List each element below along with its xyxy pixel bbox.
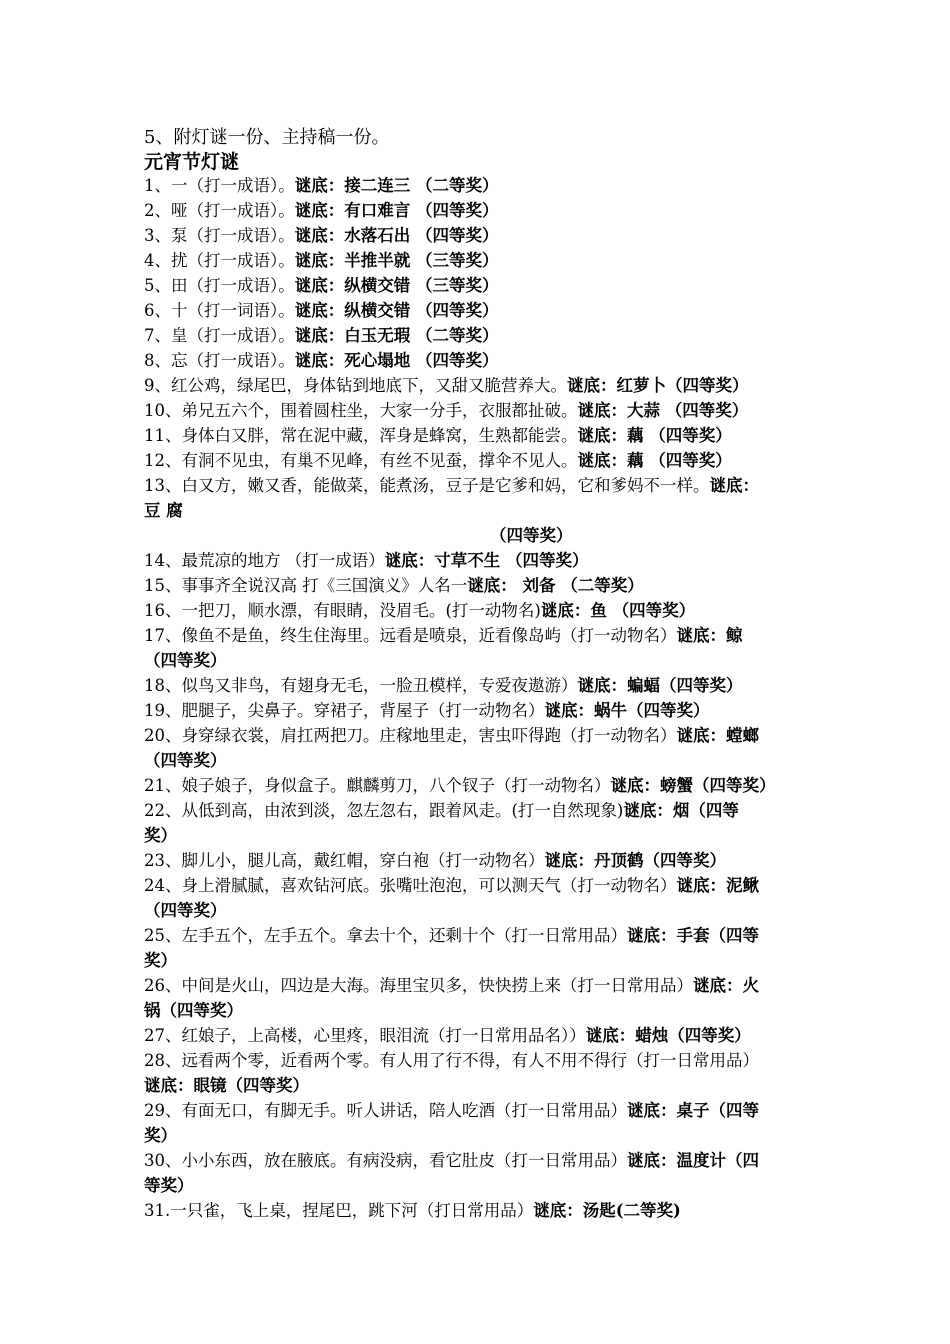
riddle-line: 9、红公鸡，绿尾巴，身体钻到地底下，又甜又脆营养大。谜底：红萝卜（四等奖） — [144, 376, 749, 395]
riddle-line: 16、一把刀，顺水漂，有眼睛，没眉毛。(打一动物名)谜底：鱼 （四等奖） — [144, 601, 696, 620]
riddle-line: 28、远看两个零，近看两个零。有人用了行不得，有人不用不得行（打一日常用品） — [144, 1051, 759, 1070]
riddle-line: 7、皇（打一成语）。谜底：白玉无瑕 （二等奖） — [144, 326, 499, 345]
riddle-line: 20、身穿绿衣裳，肩扛两把刀。庄稼地里走，害虫吓得跑（打一动物名）谜底：螳螂 — [144, 726, 759, 745]
riddle-line: 27、红娘子，上高楼，心里疼，眼泪流（打一日常用品名））谜底：蜡烛（四等奖） — [144, 1026, 751, 1045]
riddle-line: （四等奖） — [144, 751, 227, 770]
riddle-line: 豆 腐 — [144, 501, 183, 520]
riddle-line: 谜底：眼镜（四等奖） — [144, 1076, 309, 1095]
riddle-line: 奖） — [144, 826, 177, 845]
riddle-line: 17、像鱼不是鱼，终生住海里。远看是喷泉，近看像岛屿（打一动物名）谜底：鲸 — [144, 626, 743, 645]
riddle-line: 31.一只雀，飞上桌，捏尾巴，跳下河（打日常用品）谜底：汤匙(二等奖) — [144, 1201, 681, 1220]
riddle-line: 22、从低到高，由浓到淡，忽左忽右，跟着风走。(打一自然现象)谜底：烟（四等 — [144, 801, 739, 820]
riddle-line: 1、一（打一成语）。谜底：接二连三 （二等奖） — [144, 176, 499, 195]
riddle-line: 奖） — [144, 1126, 177, 1145]
riddle-line: 奖） — [144, 951, 177, 970]
riddle-line: （四等奖） — [490, 526, 573, 545]
riddle-line: 24、身上滑腻腻，喜欢钻河底。张嘴吐泡泡，可以测天气（打一动物名）谜底：泥鳅 — [144, 876, 759, 895]
riddle-line: 3、泵（打一成语）。谜底：水落石出 （四等奖） — [144, 226, 499, 245]
riddle-line: 12、有洞不见虫，有巢不见峰，有丝不见蚕，撑伞不见人。谜底：藕 （四等奖） — [144, 451, 732, 470]
riddle-line: 29、有面无口，有脚无手。听人讲话，陪人吃酒（打一日常用品）谜底：桌子（四等 — [144, 1101, 759, 1120]
riddle-line: 23、脚儿小，腿儿高，戴红帽，穿白袍（打一动物名）谜底：丹顶鹤（四等奖） — [144, 851, 726, 870]
riddle-line: 18、似鸟又非鸟，有翅身无毛，一脸丑模样，专爱夜遨游）谜底：蝙蝠（四等奖） — [144, 676, 743, 695]
riddle-line: 6、十（打一词语）。谜底：纵横交错 （四等奖） — [144, 301, 499, 320]
riddle-line: 10、弟兄五六个，围着圆柱坐，大家一分手，衣服都扯破。谜底：大蒜 （四等奖） — [144, 401, 749, 420]
riddle-line: 30、小小东西，放在腋底。有病没病，看它肚皮（打一日常用品）谜底：温度计（四 — [144, 1151, 759, 1170]
riddle-line: （四等奖） — [144, 651, 227, 670]
intro-text: 5、附灯谜一份、主持稿一份。 — [144, 127, 390, 148]
riddle-line: 2、哑（打一成语）。谜底：有口难言 （四等奖） — [144, 201, 499, 220]
riddle-line: 19、肥腿子，尖鼻子。穿裙子，背屋子（打一动物名）谜底：蜗牛（四等奖） — [144, 701, 710, 720]
riddle-line: （四等奖） — [144, 901, 227, 920]
riddle-line: 25、左手五个，左手五个。拿去十个，还剩十个（打一日常用品）谜底：手套（四等 — [144, 926, 759, 945]
riddle-line: 14、最荒凉的地方 （打一成语）谜底：寸草不生 （四等奖） — [144, 551, 589, 570]
riddle-line: 21、娘子娘子，身似盒子。麒麟剪刀，八个钗子（打一动物名）谜底：螃蟹（四等奖） — [144, 776, 776, 795]
riddle-line: 15、事事齐全说汉高 打《三国演义》人名一谜底： 刘备 （二等奖） — [144, 576, 644, 595]
riddle-line: 4、扰（打一成语）。谜底：半推半就 （三等奖） — [144, 251, 499, 270]
page-title: 元宵节灯谜 — [144, 151, 240, 173]
riddle-line: 5、田（打一成语）。谜底：纵横交错 （三等奖） — [144, 276, 499, 295]
riddle-line: 26、中间是火山，四边是大海。海里宝贝多，快快捞上来（打一日常用品）谜底：火 — [144, 976, 759, 995]
riddle-line: 8、忘（打一成语）。谜底：死心塌地 （四等奖） — [144, 351, 499, 370]
riddle-line: 等奖） — [144, 1176, 194, 1195]
riddle-line: 13、白又方，嫩又香，能做菜，能煮汤，豆子是它爹和妈，它和爹妈不一样。谜底： — [144, 476, 759, 495]
riddle-line: 锅（四等奖） — [144, 1001, 243, 1020]
riddle-line: 11、身体白又胖，常在泥中藏，浑身是蜂窝，生熟都能尝。谜底：藕 （四等奖） — [144, 426, 732, 445]
